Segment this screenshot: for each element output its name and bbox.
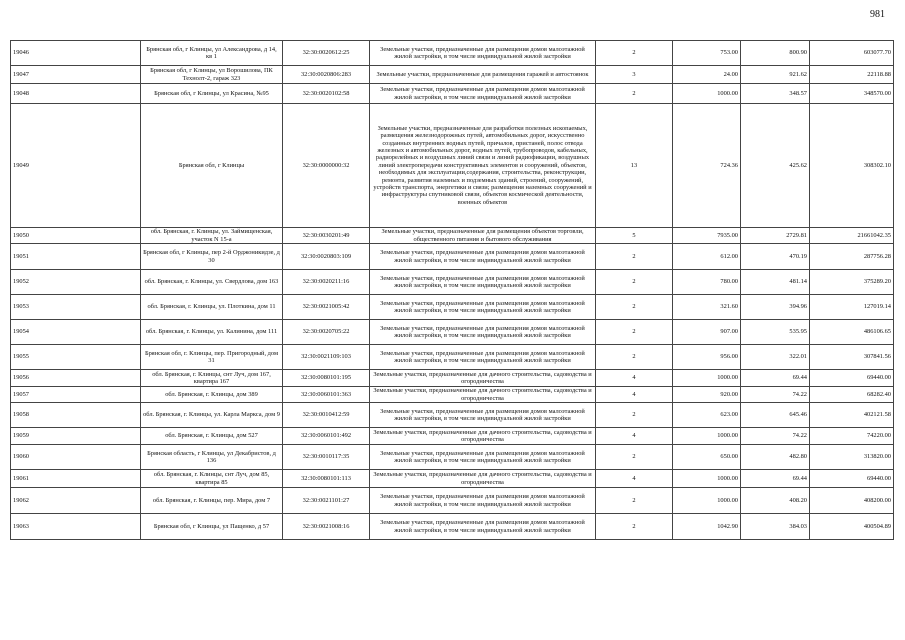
address-cell: обл. Брянская, г. Клинцы, ул. Плоткина, дом 11	[141, 295, 283, 320]
category-cell: 4	[596, 370, 673, 387]
row-number: 19050	[11, 228, 141, 244]
category-cell: 2	[596, 445, 673, 470]
address-cell: Брянская обл, г Клинцы	[141, 104, 283, 228]
area-cell: 24.00	[673, 66, 741, 84]
cadastral-number-cell: 32:30:0080101:113	[283, 470, 370, 488]
land-use-cell: Земельные участки, предназначенные для разработки полезных ископаемых, размещения железнодорожных путей, автомобильных дорог, искусственно созданных внутренних водных путей, причалов, пристаней, полос отвода железных и автомобильных дорог, водных путей, трубопроводов, кабельных, радиорелейных и воздушных линий связи и линий радиофикации, воздушных линий электропередачи конструктивных элементов и сооружений, объектов, необходимых для эксплуатации,содержания, строительства, реконструкции, ремонта, развития наземных и подземных зданий, строений, сооружений, устройств транспорта, энергетики и связи; размещения наземных сооружений и инфраструктуры спутниковой связи, объектов космической деятельности, военных объектов	[370, 104, 596, 228]
cadastral-cost-cell: 400504.89	[810, 514, 894, 540]
table-row	[11, 66, 894, 84]
category-cell: 3	[596, 66, 673, 84]
table-row	[11, 228, 894, 244]
table-row	[11, 345, 894, 370]
cadastral-cost-cell: 307841.56	[810, 345, 894, 370]
land-use-cell: Земельные участки, предназначенные для дачного строительства, садоводства и огородничества	[370, 470, 596, 488]
row-number: 19054	[11, 320, 141, 345]
category-cell: 2	[596, 403, 673, 428]
land-use-cell: Земельные участки, предназначенные для размещения домов малоэтажной жилой застройки, в том числе индивидуальной жилой застройки	[370, 295, 596, 320]
row-number: 19048	[11, 84, 141, 104]
category-cell: 2	[596, 488, 673, 514]
land-use-cell: Земельные участки, предназначенные для размещения гаражей и автостоянок	[370, 66, 596, 84]
land-use-cell: Земельные участки, предназначенные для размещения домов малоэтажной жилой застройки, в том числе индивидуальной жилой застройки	[370, 403, 596, 428]
row-number: 19046	[11, 41, 141, 66]
category-cell: 2	[596, 84, 673, 104]
cadastral-number-cell: 32:30:0010412:59	[283, 403, 370, 428]
cadastral-number-cell: 32:30:0020612:25	[283, 41, 370, 66]
area-cell: 612.00	[673, 244, 741, 270]
cadastral-number-cell: 32:30:0021101:27	[283, 488, 370, 514]
address-cell: Брянская обл, г Клинцы, ул Пащенко, д 57	[141, 514, 283, 540]
land-use-cell: Земельные участки, предназначенные для размещения домов малоэтажной жилой застройки, в том числе индивидуальной жилой застройки	[370, 488, 596, 514]
cadastral-number-cell: 32:30:0030201:49	[283, 228, 370, 244]
cadastral-cost-cell: 313820.00	[810, 445, 894, 470]
category-cell: 2	[596, 345, 673, 370]
land-use-cell: Земельные участки, предназначенные для размещения объектов торговли, общественного питания и бытового обслуживания	[370, 228, 596, 244]
address-cell: обл. Брянская, г. Клинцы, ул. Займищенская, участок N 15-а	[141, 228, 283, 244]
cadastral-number-cell: 32:30:0021005:42	[283, 295, 370, 320]
table-row	[11, 244, 894, 270]
page-number: 981	[870, 9, 885, 20]
cadastral-number-cell: 32:30:0020705:22	[283, 320, 370, 345]
row-number: 19059	[11, 428, 141, 445]
table-row	[11, 403, 894, 428]
cadastral-cost-cell: 74220.00	[810, 428, 894, 445]
category-cell: 2	[596, 295, 673, 320]
table-row	[11, 295, 894, 320]
table-row	[11, 488, 894, 514]
cadastral-cost-cell: 402121.58	[810, 403, 894, 428]
cadastral-cost-cell: 486106.65	[810, 320, 894, 345]
cadastral-cost-cell: 21661042.35	[810, 228, 894, 244]
cadastral-number-cell: 32:30:0020803:109	[283, 244, 370, 270]
address-cell: Брянская обл, г Клинцы, ул Красина, №95	[141, 84, 283, 104]
row-number: 19058	[11, 403, 141, 428]
land-use-cell: Земельные участки, предназначенные для размещения домов малоэтажной жилой застройки, в том числе индивидуальной жилой застройки	[370, 41, 596, 66]
unit-price-cell: 482.80	[741, 445, 810, 470]
unit-price-cell: 481.14	[741, 270, 810, 295]
address-cell: обл. Брянская, г. Клинцы, снт Луч, дом 85, квартира 85	[141, 470, 283, 488]
address-cell: Брянская обл, г Клинцы, ул Ворошилова, ПК Технолт-2, гараж 323	[141, 66, 283, 84]
category-cell: 13	[596, 104, 673, 228]
unit-price-cell: 2729.81	[741, 228, 810, 244]
cadastral-number-cell: 32:30:0021008:16	[283, 514, 370, 540]
category-cell: 2	[596, 320, 673, 345]
land-use-cell: Земельные участки, предназначенные для размещения домов малоэтажной жилой застройки, в том числе индивидуальной жилой застройки	[370, 320, 596, 345]
cadastral-cost-cell: 69440.00	[810, 470, 894, 488]
row-number: 19057	[11, 387, 141, 403]
category-cell: 2	[596, 514, 673, 540]
row-number: 19060	[11, 445, 141, 470]
address-cell: обл. Брянская, г. Клинцы, ул. Свердлова, дом 163	[141, 270, 283, 295]
cadastral-number-cell: 32:30:0060101:492	[283, 428, 370, 445]
unit-price-cell: 322.01	[741, 345, 810, 370]
row-number: 19062	[11, 488, 141, 514]
cadastral-number-cell: 32:30:0020211:16	[283, 270, 370, 295]
land-use-cell: Земельные участки, предназначенные для дачного строительства, садоводства и огородничества	[370, 428, 596, 445]
cadastral-cost-cell: 603077.70	[810, 41, 894, 66]
address-cell: обл. Брянская, г. Клинцы, снт Луч, дом 167, квартира 167	[141, 370, 283, 387]
address-cell: обл. Брянская, г. Клинцы, ул. Калинина, дом 111	[141, 320, 283, 345]
cadastral-number-cell: 32:30:0080101:195	[283, 370, 370, 387]
address-cell: обл. Брянская, г. Клинцы, пер. Мира, дом 7	[141, 488, 283, 514]
unit-price-cell: 535.95	[741, 320, 810, 345]
table-row	[11, 270, 894, 295]
unit-price-cell: 69.44	[741, 470, 810, 488]
cadastral-cost-cell: 348570.00	[810, 84, 894, 104]
cadastral-cost-cell: 375289.20	[810, 270, 894, 295]
unit-price-cell: 69.44	[741, 370, 810, 387]
address-cell: обл. Брянская, г. Клинцы, дом 389	[141, 387, 283, 403]
table-row	[11, 428, 894, 445]
table-row	[11, 320, 894, 345]
area-cell: 1000.00	[673, 428, 741, 445]
category-cell: 4	[596, 470, 673, 488]
area-cell: 1042.90	[673, 514, 741, 540]
cadastral-number-cell: 32:30:0010117:35	[283, 445, 370, 470]
area-cell: 7935.00	[673, 228, 741, 244]
address-cell: обл. Брянская, г. Клинцы, дом 527	[141, 428, 283, 445]
land-use-cell: Земельные участки, предназначенные для размещения домов малоэтажной жилой застройки, в том числе индивидуальной жилой застройки	[370, 514, 596, 540]
row-number: 19051	[11, 244, 141, 270]
unit-price-cell: 394.96	[741, 295, 810, 320]
land-use-cell: Земельные участки, предназначенные для размещения домов малоэтажной жилой застройки, в том числе индивидуальной жилой застройки	[370, 445, 596, 470]
row-number: 19047	[11, 66, 141, 84]
area-cell: 1000.00	[673, 470, 741, 488]
cadastral-number-cell: 32:30:0021109:103	[283, 345, 370, 370]
row-number: 19052	[11, 270, 141, 295]
cadastral-cost-cell: 308302.10	[810, 104, 894, 228]
category-cell: 4	[596, 428, 673, 445]
unit-price-cell: 645.46	[741, 403, 810, 428]
unit-price-cell: 408.20	[741, 488, 810, 514]
cadastral-cost-cell: 68282.40	[810, 387, 894, 403]
land-use-cell: Земельные участки, предназначенные для дачного строительства, садоводства и огородничества	[370, 370, 596, 387]
cadastral-cost-cell: 287756.28	[810, 244, 894, 270]
cadastral-cost-cell: 408200.00	[810, 488, 894, 514]
land-use-cell: Земельные участки, предназначенные для дачного строительства, садоводства и огородничества	[370, 387, 596, 403]
unit-price-cell: 470.19	[741, 244, 810, 270]
cadastral-cost-cell: 22118.88	[810, 66, 894, 84]
area-cell: 1000.00	[673, 488, 741, 514]
table-row	[11, 104, 894, 228]
area-cell: 920.00	[673, 387, 741, 403]
unit-price-cell: 74.22	[741, 387, 810, 403]
row-number: 19053	[11, 295, 141, 320]
land-use-cell: Земельные участки, предназначенные для размещения домов малоэтажной жилой застройки, в том числе индивидуальной жилой застройки	[370, 270, 596, 295]
area-cell: 724.36	[673, 104, 741, 228]
area-cell: 1000.00	[673, 84, 741, 104]
table-row	[11, 445, 894, 470]
area-cell: 650.00	[673, 445, 741, 470]
address-cell: Брянская обл, г Клинцы, пер 2-й Орджоникидзе, д 30	[141, 244, 283, 270]
unit-price-cell: 384.03	[741, 514, 810, 540]
cadastral-number-cell: 32:30:0020102:58	[283, 84, 370, 104]
area-cell: 907.00	[673, 320, 741, 345]
area-cell: 956.00	[673, 345, 741, 370]
unit-price-cell: 425.62	[741, 104, 810, 228]
unit-price-cell: 348.57	[741, 84, 810, 104]
category-cell: 4	[596, 387, 673, 403]
cadastral-number-cell: 32:30:0000000:32	[283, 104, 370, 228]
cadastral-cost-cell: 69440.00	[810, 370, 894, 387]
category-cell: 2	[596, 270, 673, 295]
address-cell: обл. Брянская, г. Клинцы, ул. Карла Маркса, дом 9	[141, 403, 283, 428]
land-use-cell: Земельные участки, предназначенные для размещения домов малоэтажной жилой застройки, в том числе индивидуальной жилой застройки	[370, 244, 596, 270]
unit-price-cell: 74.22	[741, 428, 810, 445]
land-use-cell: Земельные участки, предназначенные для размещения домов малоэтажной жилой застройки, в том числе индивидуальной жилой застройки	[370, 345, 596, 370]
category-cell: 2	[596, 244, 673, 270]
area-cell: 1000.00	[673, 370, 741, 387]
row-number: 19055	[11, 345, 141, 370]
table-row	[11, 84, 894, 104]
cadastral-cost-cell: 127019.14	[810, 295, 894, 320]
row-number: 19056	[11, 370, 141, 387]
address-cell: Брянская обл, г Клинцы, ул Александрова, д 14, кв 1	[141, 41, 283, 66]
area-cell: 321.60	[673, 295, 741, 320]
table-row	[11, 514, 894, 540]
row-number: 19063	[11, 514, 141, 540]
cadastral-number-cell: 32:30:0060101:363	[283, 387, 370, 403]
row-number: 19061	[11, 470, 141, 488]
land-use-cell: Земельные участки, предназначенные для размещения домов малоэтажной жилой застройки, в том числе индивидуальной жилой застройки	[370, 84, 596, 104]
table-row	[11, 387, 894, 403]
area-cell: 780.00	[673, 270, 741, 295]
category-cell: 2	[596, 41, 673, 66]
area-cell: 623.00	[673, 403, 741, 428]
address-cell: Брянская область, г Клинцы, ул Декабристов, д 136	[141, 445, 283, 470]
cadastral-number-cell: 32:30:0020806:283	[283, 66, 370, 84]
unit-price-cell: 800.90	[741, 41, 810, 66]
address-cell: Брянская обл, г. Клинцы, пер. Пригородный, дом 31	[141, 345, 283, 370]
row-number: 19049	[11, 104, 141, 228]
category-cell: 5	[596, 228, 673, 244]
table-row	[11, 41, 894, 66]
cadastral-registry-table	[10, 40, 894, 540]
unit-price-cell: 921.62	[741, 66, 810, 84]
area-cell: 753.00	[673, 41, 741, 66]
table-row	[11, 370, 894, 387]
table-row	[11, 470, 894, 488]
